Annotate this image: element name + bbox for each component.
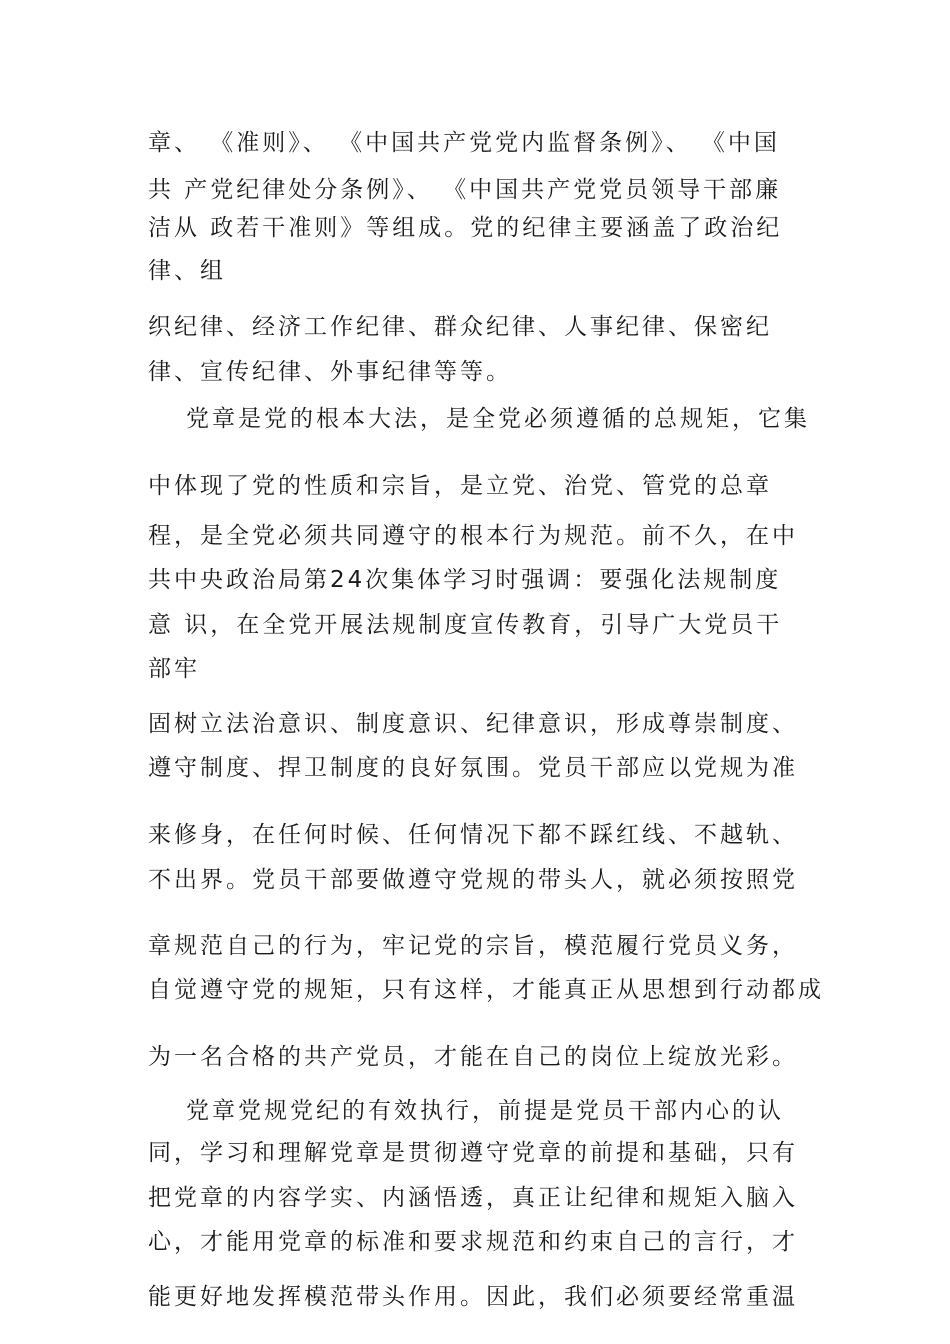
text-line: 程，是全党必须共同遵守的根本行为规范。前不久，在中 bbox=[148, 523, 798, 549]
text-line: 不出界。党员干部要做遵守党规的带头人，就必须按照党 bbox=[148, 867, 798, 893]
text-line: 能更好地发挥模范带头作用。因此，我们必须要经常重温 bbox=[148, 1284, 798, 1310]
text-line: 固树立法治意识、制度意识、纪律意识，形成尊崇制度、 bbox=[148, 711, 798, 737]
text-line: 意 识，在全党开展法规制度宣传教育，引导广大党员干 bbox=[148, 612, 783, 638]
text-line: 部牢 bbox=[148, 656, 200, 682]
text-line: 洁从 政若干准则》等组成。党的纪律主要涵盖了政治纪 bbox=[148, 215, 783, 241]
text-line: 章、 《准则》、 《中国共产党党内监督条例》、 《中国 bbox=[148, 130, 780, 156]
text-line: 同，学习和理解党章是贯彻遵守党章的前提和基础，只有 bbox=[148, 1140, 798, 1166]
text-line: 把党章的内容学实、内涵悟透，真正让纪律和规矩入脑入 bbox=[148, 1185, 798, 1211]
text-line: 为一名合格的共产党员，才能在自己的岗位上绽放光彩。 bbox=[148, 1044, 798, 1070]
text-line: 律、组 bbox=[148, 258, 226, 284]
text-line: 自觉遵守党的规矩，只有这样，才能真正从思想到行动都成 bbox=[148, 977, 824, 1003]
text-line: 中体现了党的性质和宗旨，是立党、治党、管党的总章 bbox=[148, 473, 772, 499]
paragraph-start-line: 党章是党的根本大法，是全党必须遵循的总规矩，它集 bbox=[186, 406, 810, 432]
paragraph-start-line: 党章党规党纪的有效执行，前提是党员干部内心的认 bbox=[186, 1098, 784, 1124]
text-line: 共中央政治局第24次集体学习时强调：要强化法规制度 bbox=[148, 567, 782, 593]
text-line: 织纪律、经济工作纪律、群众纪律、人事纪律、保密纪 bbox=[148, 314, 772, 340]
text-line: 遵守制度、捍卫制度的良好氛围。党员干部应以党规为准 bbox=[148, 755, 798, 781]
text-line: 心，才能用党章的标准和要求规范和约束自己的言行，才 bbox=[148, 1229, 798, 1255]
text-line: 律、宣传纪律、外事纪律等等。 bbox=[148, 359, 512, 385]
text-line: 来修身，在任何时候、任何情况下都不踩红线、不越轨、 bbox=[148, 822, 798, 848]
text-line: 共 产党纪律处分条例》、 《中国共产党党员领导干部廉 bbox=[148, 177, 782, 203]
text-line: 章规范自己的行为，牢记党的宗旨，模范履行党员义务， bbox=[148, 933, 798, 959]
